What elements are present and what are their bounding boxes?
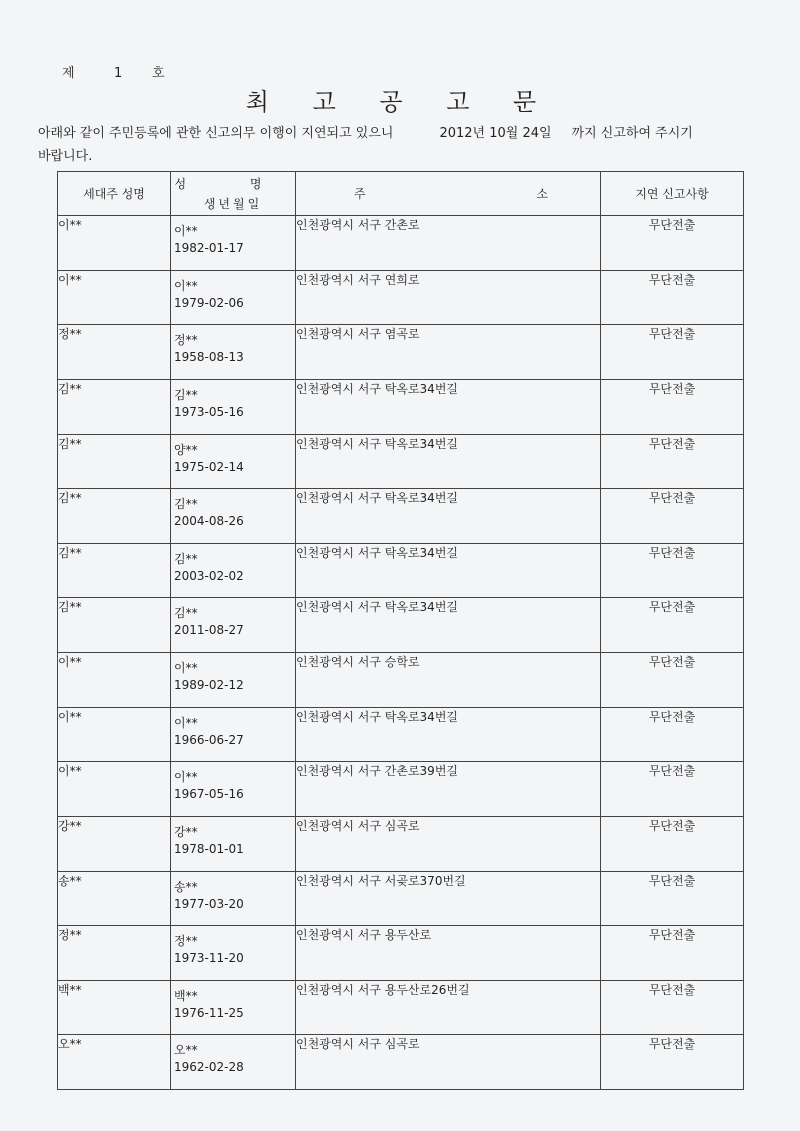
householder-cell: 이** bbox=[58, 762, 171, 817]
person-cell bbox=[171, 816, 296, 871]
person-birthdate: 1973-05-16 bbox=[174, 404, 244, 419]
table-row bbox=[58, 270, 744, 325]
address-cell: 인천광역시 서구 간촌로39번길 bbox=[296, 762, 601, 817]
person-name: 양** bbox=[174, 442, 198, 457]
person-name: 정** bbox=[174, 934, 198, 949]
person-birthdate: 1982-01-17 bbox=[174, 241, 244, 255]
person-birthdate: 1975-02-14 bbox=[174, 459, 244, 474]
intro-text-end: 바랍니다. bbox=[38, 149, 93, 164]
table-row bbox=[58, 871, 744, 926]
intro-text: 아래와 같이 주민등록에 관한 신고의무 이행이 지연되고 있으니 bbox=[38, 126, 394, 141]
deadline-date: 2012년 10월 24일 bbox=[439, 126, 552, 141]
intro-text-tail: 까지 신고하여 주시기 bbox=[571, 126, 693, 141]
table-row bbox=[58, 762, 744, 817]
reason-cell: 무단전출 bbox=[601, 816, 744, 871]
person-name: 이** bbox=[174, 224, 198, 238]
table-header-row bbox=[58, 172, 744, 216]
householder-cell: 정** bbox=[58, 926, 171, 981]
address-cell: 인천광역시 서구 연희로 bbox=[296, 270, 601, 325]
header-reason: 지연 신고사항 bbox=[601, 172, 744, 216]
header-birthdate: 생년월일 bbox=[203, 196, 263, 211]
person-birthdate: 1976-11-25 bbox=[174, 1005, 244, 1020]
householder-cell: 이** bbox=[58, 216, 171, 271]
person-name: 이** bbox=[174, 661, 198, 675]
person-birthdate: 1977-03-20 bbox=[174, 896, 244, 911]
header-address-right: 소 bbox=[536, 186, 548, 201]
doc-number-prefix: 제 bbox=[62, 66, 76, 81]
person-name: 김** bbox=[174, 551, 198, 566]
person-cell bbox=[171, 1035, 296, 1090]
doc-number-value: 1 bbox=[114, 66, 124, 81]
address-cell: 인천광역시 서구 승학로 bbox=[296, 653, 601, 708]
reason-cell: 무단전출 bbox=[601, 926, 744, 981]
person-name: 김** bbox=[174, 606, 198, 621]
person-birthdate: 1973-11-20 bbox=[174, 951, 244, 966]
person-birthdate: 2004-08-26 bbox=[174, 514, 244, 529]
reason-cell: 무단전출 bbox=[601, 543, 744, 598]
address-cell: 인천광역시 서구 심곡로 bbox=[296, 816, 601, 871]
householder-cell: 강** bbox=[58, 816, 171, 871]
table-row bbox=[58, 707, 744, 762]
reason-cell: 무단전출 bbox=[601, 270, 744, 325]
person-birthdate: 1962-02-28 bbox=[174, 1060, 244, 1075]
person-name: 김** bbox=[174, 497, 198, 512]
householder-cell: 김** bbox=[58, 489, 171, 544]
table-row bbox=[58, 216, 744, 271]
person-cell bbox=[171, 270, 296, 325]
address-cell: 인천광역시 서구 용두산로26번길 bbox=[296, 980, 601, 1035]
person-name: 백** bbox=[174, 988, 198, 1003]
table-row bbox=[58, 1035, 744, 1090]
header-address bbox=[296, 172, 601, 216]
table-row bbox=[58, 816, 744, 871]
header-name-birthdate bbox=[171, 172, 296, 216]
householder-cell: 김** bbox=[58, 543, 171, 598]
person-name: 오** bbox=[174, 1043, 198, 1058]
address-cell: 인천광역시 서구 심곡로 bbox=[296, 1035, 601, 1090]
householder-cell: 이** bbox=[58, 653, 171, 708]
doc-number-suffix: 호 bbox=[152, 66, 166, 81]
table-row bbox=[58, 543, 744, 598]
person-cell bbox=[171, 379, 296, 434]
reason-cell: 무단전출 bbox=[601, 653, 744, 708]
reason-cell: 무단전출 bbox=[601, 216, 744, 271]
person-birthdate: 1958-08-13 bbox=[174, 350, 244, 365]
intro-paragraph bbox=[38, 122, 768, 168]
reason-cell: 무단전출 bbox=[601, 489, 744, 544]
table-row bbox=[58, 434, 744, 489]
address-cell: 인천광역시 서구 탁옥로34번길 bbox=[296, 598, 601, 653]
person-cell bbox=[171, 543, 296, 598]
householder-cell: 정** bbox=[58, 325, 171, 380]
householder-cell: 백** bbox=[58, 980, 171, 1035]
header-name: 성 명 bbox=[174, 176, 292, 191]
person-birthdate: 2011-08-27 bbox=[174, 623, 244, 638]
person-birthdate: 1966-06-27 bbox=[174, 732, 244, 747]
person-cell bbox=[171, 489, 296, 544]
address-cell: 인천광역시 서구 탁옥로34번길 bbox=[296, 707, 601, 762]
person-birthdate: 2003-02-02 bbox=[174, 568, 244, 583]
reason-cell: 무단전출 bbox=[601, 871, 744, 926]
reason-cell: 무단전출 bbox=[601, 379, 744, 434]
person-birthdate: 1979-02-06 bbox=[174, 295, 244, 310]
person-birthdate: 1978-01-01 bbox=[174, 841, 244, 856]
person-name: 정** bbox=[174, 333, 198, 348]
header-address-left: 주 bbox=[354, 186, 366, 201]
page-title: 최 고 공 고 문 bbox=[245, 88, 555, 116]
address-cell: 인천광역시 서구 염곡로 bbox=[296, 325, 601, 380]
person-cell bbox=[171, 325, 296, 380]
householder-cell: 이** bbox=[58, 707, 171, 762]
person-name: 송** bbox=[174, 879, 198, 894]
address-cell: 인천광역시 서구 탁옥로34번길 bbox=[296, 489, 601, 544]
person-name: 이** bbox=[174, 278, 198, 293]
address-cell: 인천광역시 서구 서곶로370번길 bbox=[296, 871, 601, 926]
address-cell: 인천광역시 서구 탁옥로34번길 bbox=[296, 543, 601, 598]
table-row bbox=[58, 598, 744, 653]
person-cell bbox=[171, 980, 296, 1035]
reason-cell: 무단전출 bbox=[601, 325, 744, 380]
reason-cell: 무단전출 bbox=[601, 434, 744, 489]
reason-cell: 무단전출 bbox=[601, 980, 744, 1035]
address-cell: 인천광역시 서구 탁옥로34번길 bbox=[296, 434, 601, 489]
table-row bbox=[58, 325, 744, 380]
person-cell bbox=[171, 926, 296, 981]
householder-cell: 김** bbox=[58, 598, 171, 653]
householder-cell: 이** bbox=[58, 270, 171, 325]
reason-cell: 무단전출 bbox=[601, 598, 744, 653]
person-cell bbox=[171, 762, 296, 817]
householder-cell: 김** bbox=[58, 379, 171, 434]
person-cell bbox=[171, 598, 296, 653]
table-row bbox=[58, 653, 744, 708]
reason-cell: 무단전출 bbox=[601, 707, 744, 762]
person-birthdate: 1967-05-16 bbox=[174, 787, 244, 802]
table-row bbox=[58, 489, 744, 544]
header-householder: 세대주 성명 bbox=[58, 172, 171, 216]
householder-cell: 송** bbox=[58, 871, 171, 926]
address-cell: 인천광역시 서구 탁옥로34번길 bbox=[296, 379, 601, 434]
document-number bbox=[62, 62, 166, 81]
table-row bbox=[58, 926, 744, 981]
householder-cell: 김** bbox=[58, 434, 171, 489]
person-name: 이** bbox=[174, 715, 198, 730]
person-birthdate: 1989-02-12 bbox=[174, 678, 244, 692]
notice-table bbox=[57, 171, 744, 1090]
reason-cell: 무단전출 bbox=[601, 762, 744, 817]
person-name: 강** bbox=[174, 824, 198, 839]
person-cell bbox=[171, 216, 296, 271]
person-cell bbox=[171, 707, 296, 762]
table-row bbox=[58, 980, 744, 1035]
person-cell bbox=[171, 434, 296, 489]
person-name: 이** bbox=[174, 770, 198, 785]
person-cell bbox=[171, 871, 296, 926]
householder-cell: 오** bbox=[58, 1035, 171, 1090]
person-name: 김** bbox=[174, 387, 198, 402]
address-cell: 인천광역시 서구 간촌로 bbox=[296, 216, 601, 271]
address-cell: 인천광역시 서구 용두산로 bbox=[296, 926, 601, 981]
person-cell bbox=[171, 653, 296, 708]
reason-cell: 무단전출 bbox=[601, 1035, 744, 1090]
table-row bbox=[58, 379, 744, 434]
